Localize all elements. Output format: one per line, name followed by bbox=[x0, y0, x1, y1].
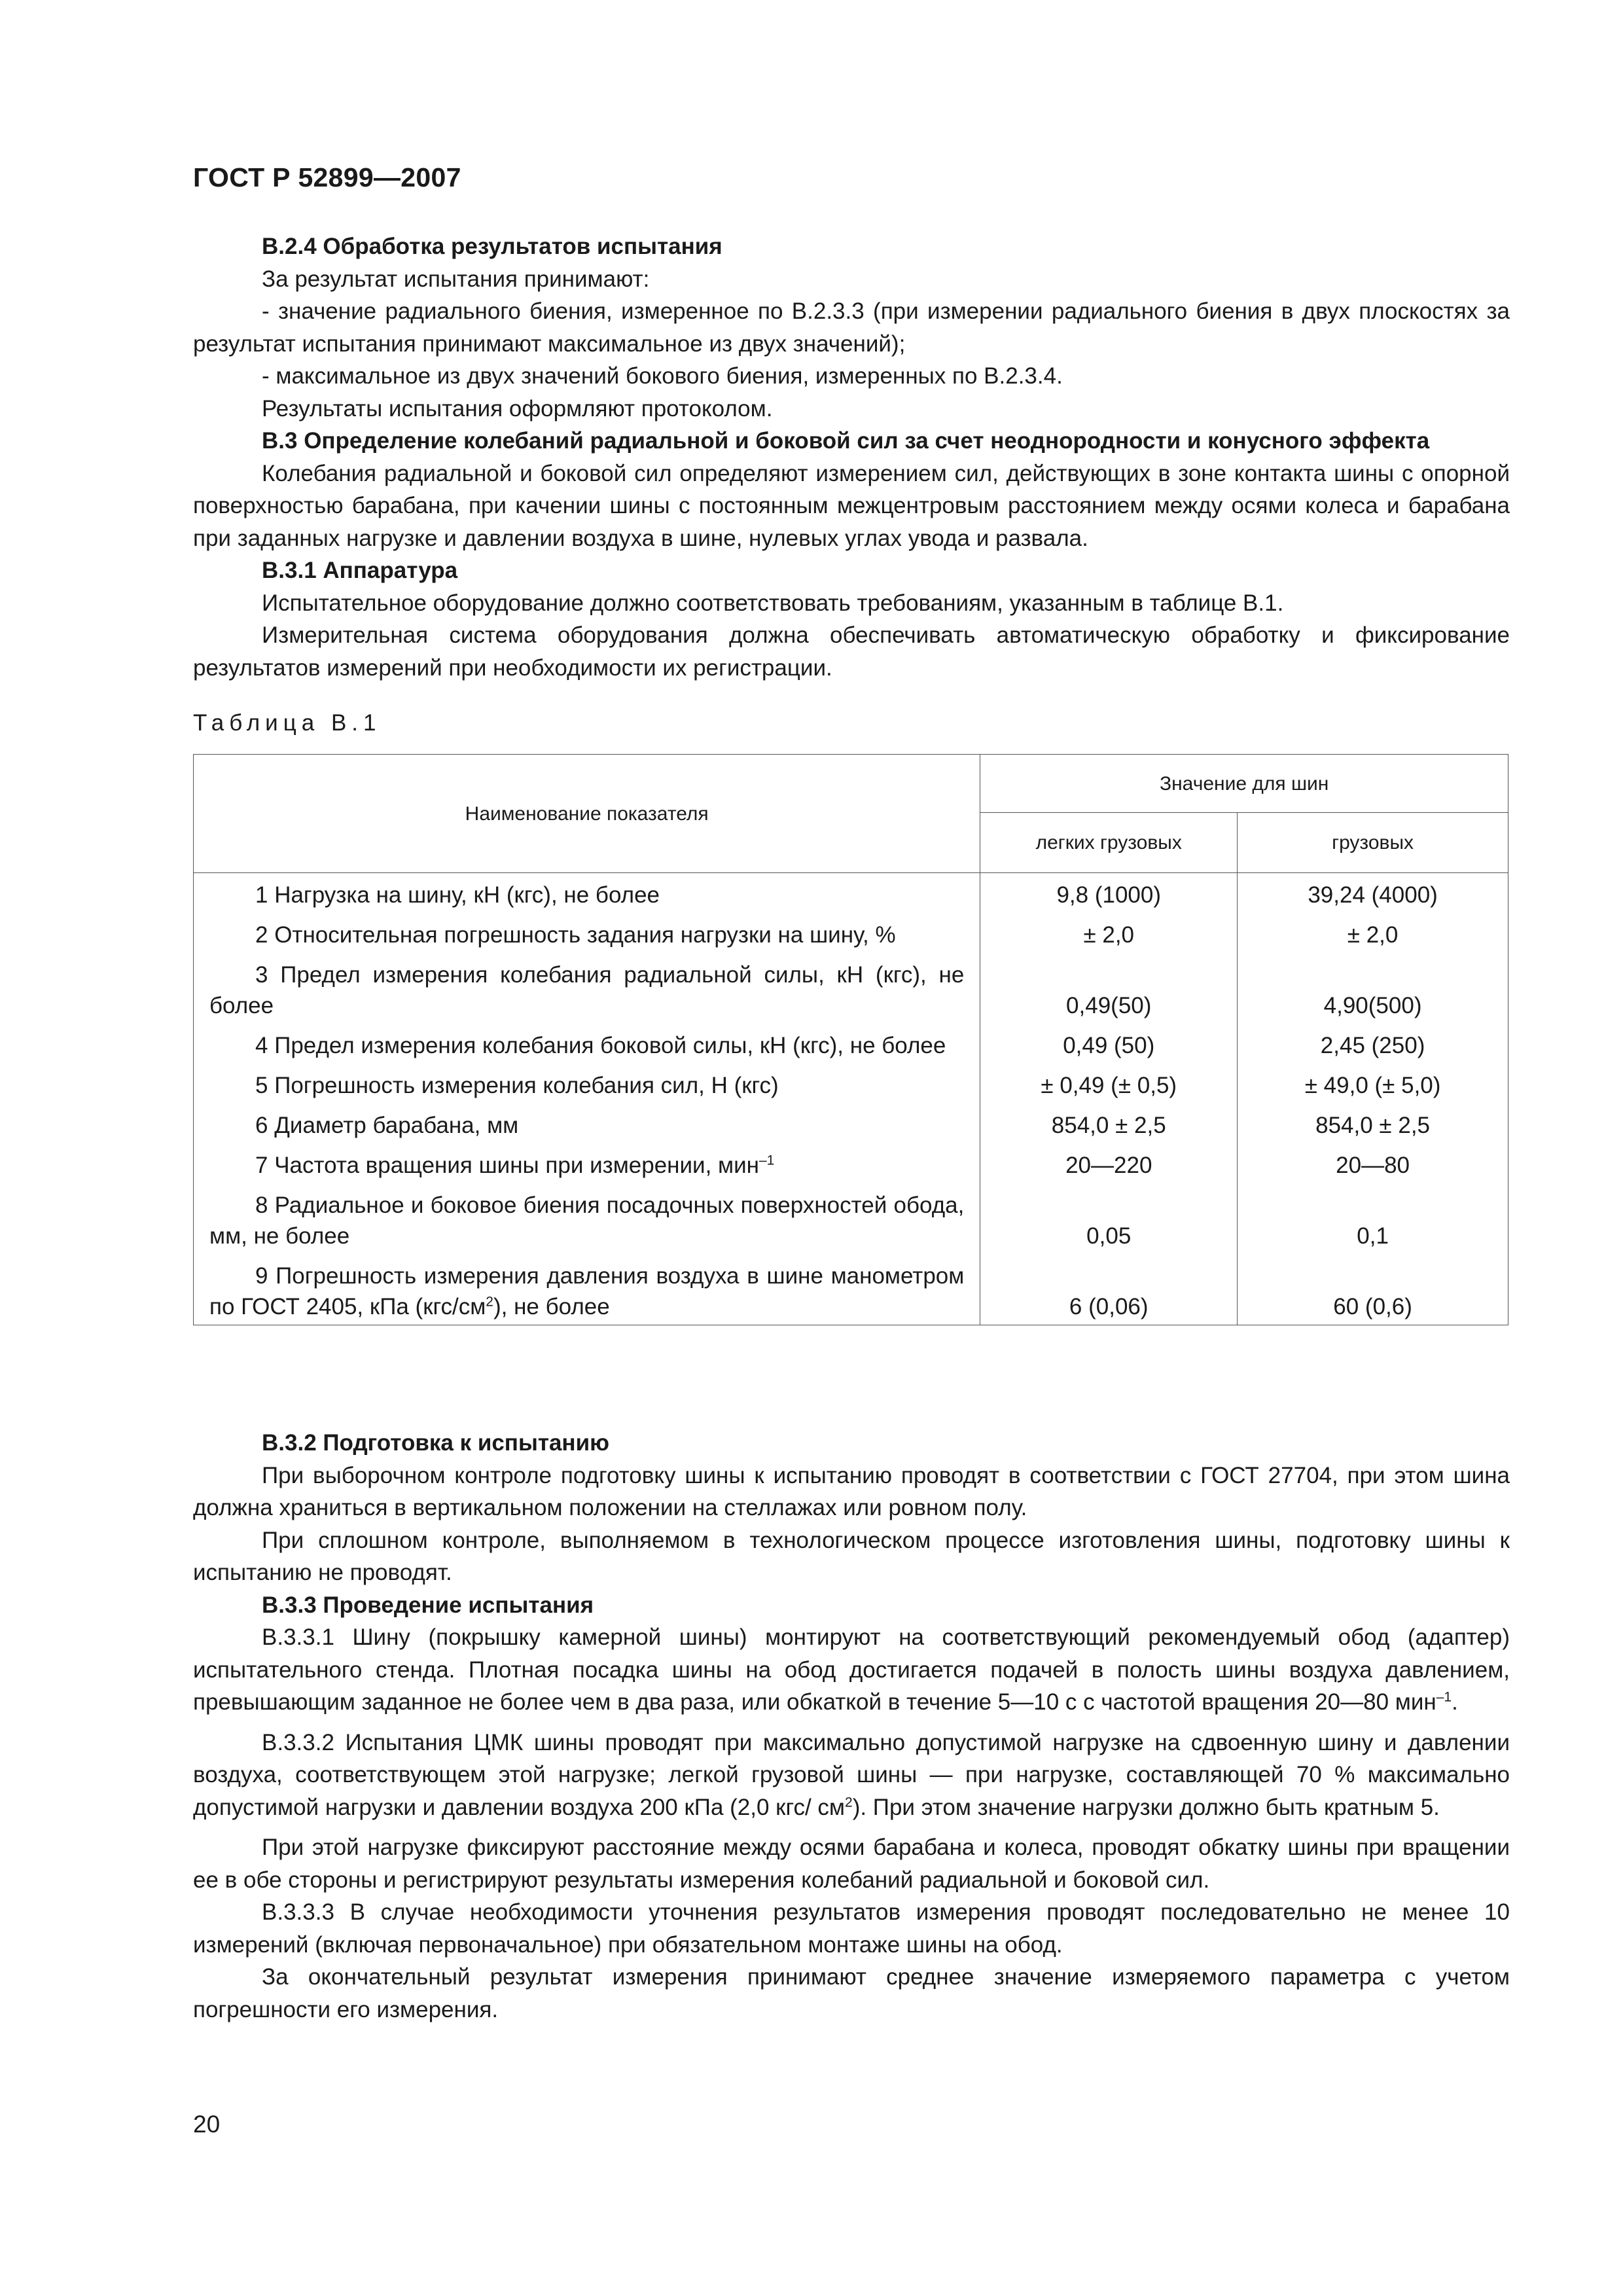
row-light-value: 0,49 (50) bbox=[980, 1024, 1238, 1064]
lower-body bbox=[193, 1427, 1510, 2026]
paragraph: За результат испытания принимают: bbox=[262, 266, 650, 292]
row-name-text: 7 Частота вращения шины при измерении, мин bbox=[255, 1153, 759, 1178]
column-header-name: Наименование показателя bbox=[194, 755, 980, 873]
table-row bbox=[194, 953, 1508, 1024]
row-name: 1 Нагрузка на шину, кН (кгс), не более bbox=[194, 873, 980, 914]
superscript: –1 bbox=[1436, 1689, 1452, 1705]
row-name: 3 Предел измерения колебания радиальной силы, кН (кгс), не более bbox=[194, 953, 980, 1024]
table-row bbox=[194, 1024, 1508, 1064]
page-number: 20 bbox=[193, 2111, 221, 2138]
paragraph: При выборочном контроле подготовку шины к испытанию проводят в соответствии с ГОСТ 27704, при этом шина должна храниться в вертикальном положении на стеллажах или ровном полу. bbox=[193, 1462, 1510, 1520]
row-name: 2 Относительная погрешность задания нагрузки на шину, % bbox=[194, 913, 980, 953]
column-header-heavy: грузовых bbox=[1238, 813, 1508, 873]
row-name: 6 Диаметр барабана, мм bbox=[194, 1103, 980, 1143]
row-name-text: 9 Погрешность измерения давления воздуха в шине манометром по ГОСТ 2405, кПа (кгс/см bbox=[209, 1263, 965, 1319]
row-light-value: 9,8 (1000) bbox=[980, 873, 1238, 914]
row-heavy-value: 20—80 bbox=[1238, 1143, 1508, 1183]
upper-body bbox=[193, 230, 1510, 684]
row-light-value: ± 2,0 bbox=[980, 913, 1238, 953]
row-heavy-value: 4,90(500) bbox=[1238, 953, 1508, 1024]
table-row bbox=[194, 873, 1508, 914]
row-name bbox=[194, 1143, 980, 1183]
superscript: –1 bbox=[759, 1153, 775, 1168]
heading-b31: В.3.1 Аппаратура bbox=[262, 558, 458, 583]
row-light-value: ± 0,49 (± 0,5) bbox=[980, 1064, 1238, 1103]
superscript: 2 bbox=[486, 1294, 493, 1310]
document-header: ГОСТ Р 52899—2007 bbox=[193, 162, 461, 192]
row-heavy-value: 60 (0,6) bbox=[1238, 1254, 1508, 1325]
table-row bbox=[194, 1143, 1508, 1183]
paragraph-b332 bbox=[193, 1727, 1510, 1824]
table-row bbox=[194, 1183, 1508, 1254]
paragraph: Колебания радиальной и боковой сил определяют измерением сил, действующих в зоне контакта шины с опорной поверхностью барабана, при качении шины с постоянным межцентровым расстоянием между осями колеса и барабана при заданных нагрузке и давлении воздуха в шине, нулевых углах увода и развала. bbox=[193, 460, 1510, 551]
paragraph: Испытательное оборудование должно соответствовать требованиям, указанным в таблице В.1. bbox=[262, 590, 1284, 616]
paragraph-b333: В.3.3.3 В случае необходимости уточнения результатов измерения проводят последовательно не менее 10 измерений (включая первоначальное) при обязательном монтаже шины на обод. bbox=[193, 1899, 1510, 1958]
row-light-value: 20—220 bbox=[980, 1143, 1238, 1183]
paragraph-tail: ). При этом значение нагрузки должно быть кратным 5. bbox=[852, 1794, 1440, 1820]
row-light-value: 0,05 bbox=[980, 1183, 1238, 1254]
row-heavy-value: ± 49,0 (± 5,0) bbox=[1238, 1064, 1508, 1103]
row-name bbox=[194, 1254, 980, 1325]
table-row bbox=[194, 1103, 1508, 1143]
row-name: 4 Предел измерения колебания боковой силы, кН (кгс), не более bbox=[194, 1024, 980, 1064]
table-caption: Таблица В.1 bbox=[193, 710, 382, 736]
paragraph-tail: . bbox=[1452, 1689, 1458, 1715]
row-heavy-value: 39,24 (4000) bbox=[1238, 873, 1508, 914]
paragraph: - максимальное из двух значений бокового биения, измеренных по В.2.3.4. bbox=[262, 363, 1063, 389]
row-heavy-value: 2,45 (250) bbox=[1238, 1024, 1508, 1064]
row-heavy-value: 0,1 bbox=[1238, 1183, 1508, 1254]
spec-table bbox=[193, 754, 1508, 1325]
row-heavy-value: ± 2,0 bbox=[1238, 913, 1508, 953]
paragraph: При сплошном контроле, выполняемом в технологическом процессе изготовления шины, подготовку шины к испытанию не проводят. bbox=[193, 1527, 1510, 1585]
paragraph: Результаты испытания оформляют протоколом. bbox=[262, 395, 773, 422]
row-name: 5 Погрешность измерения колебания сил, Н (кгс) bbox=[194, 1064, 980, 1103]
row-heavy-value: 854,0 ± 2,5 bbox=[1238, 1103, 1508, 1143]
heading-b3: В.3 Определение колебаний радиальной и боковой сил за счет неоднородности и конусного эффекта bbox=[262, 428, 1430, 454]
paragraph: При этой нагрузке фиксируют расстояние между осями барабана и колеса, проводят обкатку шины при вращении ее в обе стороны и регистрируют результаты измерения колебаний радиальной и боковой сил. bbox=[193, 1835, 1510, 1893]
column-header-light: легких грузовых bbox=[980, 813, 1238, 873]
row-light-value: 854,0 ± 2,5 bbox=[980, 1103, 1238, 1143]
paragraph-text: В.3.3.1 Шину (покрышку камерной шины) монтируют на соответствующий рекомендуемый обод (адаптер) испытательного стенда. Плотная посадка шины на обод достигается подачей в полость шины воздуха давлением, превышающим заданное не более чем в два раза, или обкаткой в течение 5—10 с с частотой вращения 20—80 мин bbox=[193, 1624, 1510, 1715]
column-header-group: Значение для шин bbox=[980, 755, 1508, 813]
paragraph-text: В.3.3.2 Испытания ЦМК шины проводят при максимально допустимой нагрузке на сдвоенную шину и давлении воздуха, соответствующем этой нагрузке; легкой грузовой шины — при нагрузке, составляющей 70 % максимально допустимой нагрузки и давлении воздуха 200 кПа (2,0 кгс/ см bbox=[193, 1729, 1510, 1820]
paragraph: Измерительная система оборудования должна обеспечивать автоматическую обработку и фиксирование результатов измерений при необходимости их регистрации. bbox=[193, 622, 1510, 681]
heading-b32: В.3.2 Подготовка к испытанию bbox=[262, 1430, 609, 1456]
row-light-value: 6 (0,06) bbox=[980, 1254, 1238, 1325]
paragraph: За окончательный результат измерения принимают среднее значение измеряемого параметра с учетом погрешности его измерения. bbox=[193, 1964, 1510, 2022]
row-name: 8 Радиальное и боковое биения посадочных поверхностей обода, мм, не более bbox=[194, 1183, 980, 1254]
heading-b24: В.2.4 Обработка результатов испытания bbox=[262, 234, 722, 259]
table-row bbox=[194, 913, 1508, 953]
row-name-tail: ), не более bbox=[493, 1294, 610, 1319]
table-row bbox=[194, 1254, 1508, 1325]
table-row bbox=[194, 1064, 1508, 1103]
paragraph: - значение радиального биения, измеренное по В.2.3.3 (при измерении радиального биения в двух плоскостях за результат испытания принимают максимальное из двух значений); bbox=[193, 298, 1510, 357]
row-light-value: 0,49(50) bbox=[980, 953, 1238, 1024]
superscript: 2 bbox=[845, 1794, 853, 1810]
heading-b33: В.3.3 Проведение испытания bbox=[262, 1592, 594, 1618]
paragraph-b331 bbox=[193, 1621, 1510, 1719]
